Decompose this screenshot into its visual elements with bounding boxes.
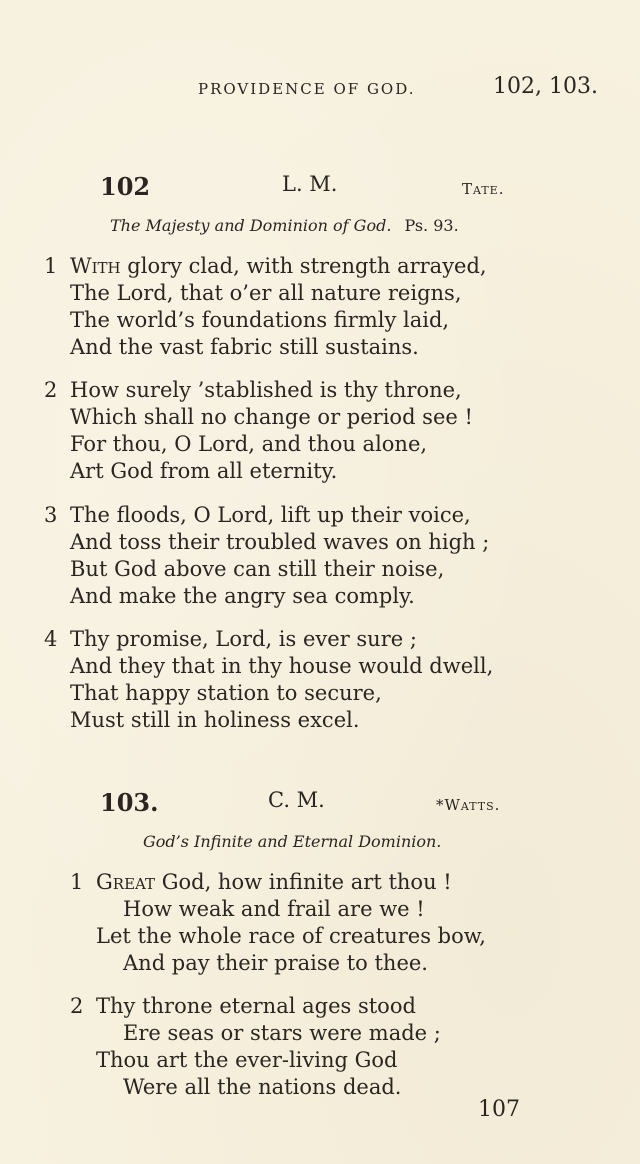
first-word: Great xyxy=(96,870,156,894)
verse-line: And toss their troubled waves on high ; xyxy=(70,530,490,554)
hymn-range: 102, 103. xyxy=(493,74,598,99)
verse-line xyxy=(70,254,487,278)
scripture-reference: Ps. 93. xyxy=(404,216,459,235)
hymn-number: 103. xyxy=(100,788,159,817)
hymn-102-subtitle xyxy=(110,216,459,235)
hymn-author: *Watts. xyxy=(436,796,501,814)
verse-line: Thy promise, Lord, is ever sure ; xyxy=(70,627,417,651)
verse-line: But God above can still their noise, xyxy=(70,557,445,581)
verse-line: Which shall no change or period see ! xyxy=(70,405,473,429)
stanza-number: 1 xyxy=(70,870,84,894)
line-text: God, how infinite art thou ! xyxy=(155,870,452,894)
verse-line: How weak and frail are we ! xyxy=(123,897,425,921)
hymn-meter: L. M. xyxy=(282,172,338,196)
verse-line: The Lord, that o’er all nature reigns, xyxy=(70,281,462,305)
page-number: 107 xyxy=(478,1097,520,1122)
verse-line: That happy station to secure, xyxy=(70,681,382,705)
verse-line xyxy=(96,870,452,894)
hymn-103-header xyxy=(0,786,640,822)
stanza-number: 4 xyxy=(44,627,58,651)
stanza-number: 2 xyxy=(70,994,84,1018)
running-title: PROVIDENCE OF GOD. xyxy=(198,80,416,98)
first-word: With xyxy=(70,254,121,278)
verse-line: Thou art the ever-living God xyxy=(96,1048,398,1072)
verse-line: Must still in holiness excel. xyxy=(70,708,360,732)
verse-line: The floods, O Lord, lift up their voice, xyxy=(70,503,471,527)
verse-line: How surely ’stablished is thy throne, xyxy=(70,378,462,402)
verse-line: Ere seas or stars were made ; xyxy=(123,1021,441,1045)
stanza-number: 1 xyxy=(44,254,58,278)
hymn-meter: C. M. xyxy=(268,788,325,812)
hymn-author: Tate. xyxy=(462,180,505,198)
subtitle-text: God’s Infinite and Eternal Dominion. xyxy=(143,832,442,851)
stanza-number: 2 xyxy=(44,378,58,402)
verse-line: Art God from all eternity. xyxy=(70,459,338,483)
line-text: glory clad, with strength arrayed, xyxy=(120,254,487,278)
stanza-number: 3 xyxy=(44,503,58,527)
verse-line: Thy throne eternal ages stood xyxy=(96,994,416,1018)
verse-line: And the vast fabric still sustains. xyxy=(70,335,419,359)
verse-line: Were all the nations dead. xyxy=(123,1075,402,1099)
verse-line: And they that in thy house would dwell, xyxy=(70,654,494,678)
verse-line: Let the whole race of creatures bow, xyxy=(96,924,486,948)
hymn-102-header xyxy=(0,170,640,206)
verse-line: And make the angry sea comply. xyxy=(70,584,415,608)
verse-line: For thou, O Lord, and thou alone, xyxy=(70,432,428,456)
running-head xyxy=(0,74,640,104)
verse-line: The world’s foundations firmly laid, xyxy=(70,308,450,332)
subtitle-text: The Majesty and Dominion of God. xyxy=(110,216,392,235)
hymn-number: 102 xyxy=(100,172,151,201)
hymn-103-subtitle xyxy=(143,832,441,851)
verse-line: And pay their praise to thee. xyxy=(123,951,428,975)
